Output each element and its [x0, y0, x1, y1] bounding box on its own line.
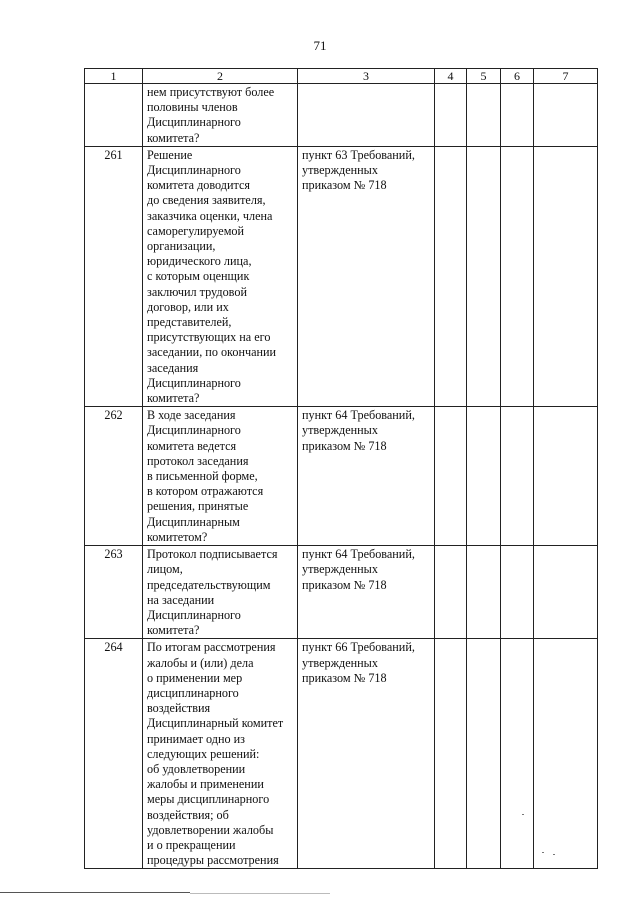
question-text: комитета? [147, 623, 200, 638]
question-text: принимает одно из [147, 731, 245, 746]
not-applicable-cell [501, 546, 534, 639]
reference-cell [298, 546, 435, 639]
question-text: о применении мер [147, 670, 243, 685]
column-header: 6 [501, 69, 534, 84]
question-text: организации, [147, 239, 216, 254]
reference-cell [298, 84, 435, 147]
row-number: 262 [85, 407, 143, 546]
question-text: юридического лица, [147, 254, 252, 269]
reference-text: пункт 64 Требований, [302, 408, 415, 423]
question-text: председательствующим [147, 577, 271, 592]
question-text: присутствующих на его [147, 330, 271, 345]
question-text: комитетом? [147, 529, 208, 544]
question-text: По итогам рассмотрения [147, 640, 276, 655]
column-header: 3 [298, 69, 435, 84]
question-text: комитета доводится [147, 178, 250, 193]
column-header: 4 [435, 69, 467, 84]
reference-text: утвержденных [302, 163, 378, 178]
reference-text: пункт 63 Требований, [302, 147, 415, 162]
not-applicable-cell [501, 146, 534, 406]
reference-text: утвержденных [302, 655, 378, 670]
column-header: 1 [85, 69, 143, 84]
scan-mark [522, 814, 524, 815]
question-text: процедуры рассмотрения [147, 853, 279, 868]
answer-yes-cell [435, 84, 467, 147]
question-cell [143, 639, 298, 869]
page-number: 71 [313, 38, 327, 53]
reference-cell [298, 407, 435, 546]
answer-no-cell [467, 639, 501, 869]
column-header: 2 [143, 69, 298, 84]
reference-cell [298, 146, 435, 406]
question-text: лицом, [147, 562, 183, 577]
question-text: протокол заседания [147, 453, 249, 468]
note-cell [534, 84, 598, 147]
question-text: жалобы и применении [147, 777, 264, 792]
question-text: Дисциплинарного [147, 163, 241, 178]
reference-text: приказом № 718 [302, 178, 387, 193]
question-text: Дисциплинарный комитет [147, 716, 284, 731]
reference-text: утвержденных [302, 562, 378, 577]
question-text: на заседании [147, 592, 215, 607]
reference-text: пункт 66 Требований, [302, 640, 415, 655]
question-text: представителей, [147, 315, 232, 330]
row-number [85, 84, 143, 147]
question-text: заседании, по окончании [147, 345, 277, 360]
answer-no-cell [467, 146, 501, 406]
header-row [85, 69, 598, 84]
question-text: комитета? [147, 130, 200, 145]
answer-yes-cell [435, 639, 467, 869]
answer-no-cell [467, 546, 501, 639]
question-text: об удовлетворении [147, 761, 246, 776]
reference-text: приказом № 718 [302, 577, 387, 592]
question-text: Решение [147, 147, 193, 162]
question-text: Дисциплинарным [147, 514, 240, 529]
question-text: с которым оценщик [147, 269, 250, 284]
question-text: следующих решений: [147, 746, 260, 761]
question-text: и о прекращении [147, 837, 236, 852]
row-number: 261 [85, 146, 143, 406]
question-text: воздействия; об [147, 807, 229, 822]
question-cell [143, 146, 298, 406]
row-number: 263 [85, 546, 143, 639]
answer-yes-cell [435, 546, 467, 639]
question-cell [143, 84, 298, 147]
note-cell [534, 546, 598, 639]
table-row [85, 84, 598, 147]
question-text: воздействия [147, 701, 211, 716]
reference-text: приказом № 718 [302, 438, 387, 453]
answer-yes-cell [435, 407, 467, 546]
scan-mark [542, 852, 544, 853]
question-text: до сведения заявителя, [147, 193, 266, 208]
note-cell [534, 639, 598, 869]
table-row [85, 546, 598, 639]
checklist-table [84, 68, 598, 869]
question-text: саморегулируемой [147, 223, 245, 238]
not-applicable-cell [501, 639, 534, 869]
scan-line [0, 892, 190, 893]
scan-mark [553, 854, 555, 855]
column-header: 5 [467, 69, 501, 84]
question-text: решения, принятые [147, 499, 249, 514]
question-text: Дисциплинарного [147, 607, 241, 622]
reference-text: утвержденных [302, 423, 378, 438]
table-row [85, 639, 598, 869]
question-text: Дисциплинарного [147, 423, 241, 438]
question-text: в письменной форме, [147, 469, 258, 484]
question-text: заседания [147, 360, 199, 375]
question-text: нем присутствуют более [147, 85, 275, 99]
question-cell [143, 407, 298, 546]
column-header: 7 [534, 69, 598, 84]
table-row [85, 146, 598, 406]
note-cell [534, 407, 598, 546]
reference-cell [298, 639, 435, 869]
question-text: заключил трудовой [147, 284, 247, 299]
table-row [85, 407, 598, 546]
answer-no-cell [467, 407, 501, 546]
question-text: жалобы и (или) дела [147, 655, 254, 670]
reference-text: приказом № 718 [302, 670, 387, 685]
question-text: дисциплинарного [147, 685, 239, 700]
question-text: договор, или их [147, 299, 229, 314]
question-text: удовлетворении жалобы [147, 822, 274, 837]
row-number: 264 [85, 639, 143, 869]
question-cell [143, 546, 298, 639]
not-applicable-cell [501, 407, 534, 546]
question-text: заказчика оценки, члена [147, 208, 273, 223]
answer-yes-cell [435, 146, 467, 406]
question-text: В ходе заседания [147, 408, 236, 423]
question-text: в котором отражаются [147, 484, 264, 499]
question-text: комитета ведется [147, 438, 237, 453]
question-text: комитета? [147, 391, 200, 406]
question-text: Дисциплинарного [147, 115, 241, 130]
note-cell [534, 146, 598, 406]
question-text: Протокол подписывается [147, 547, 278, 562]
reference-text: пункт 64 Требований, [302, 547, 415, 562]
question-text: Дисциплинарного [147, 375, 241, 390]
question-text: половины членов [147, 100, 238, 115]
answer-no-cell [467, 84, 501, 147]
not-applicable-cell [501, 84, 534, 147]
question-text: меры дисциплинарного [147, 792, 270, 807]
scan-line [190, 893, 330, 894]
